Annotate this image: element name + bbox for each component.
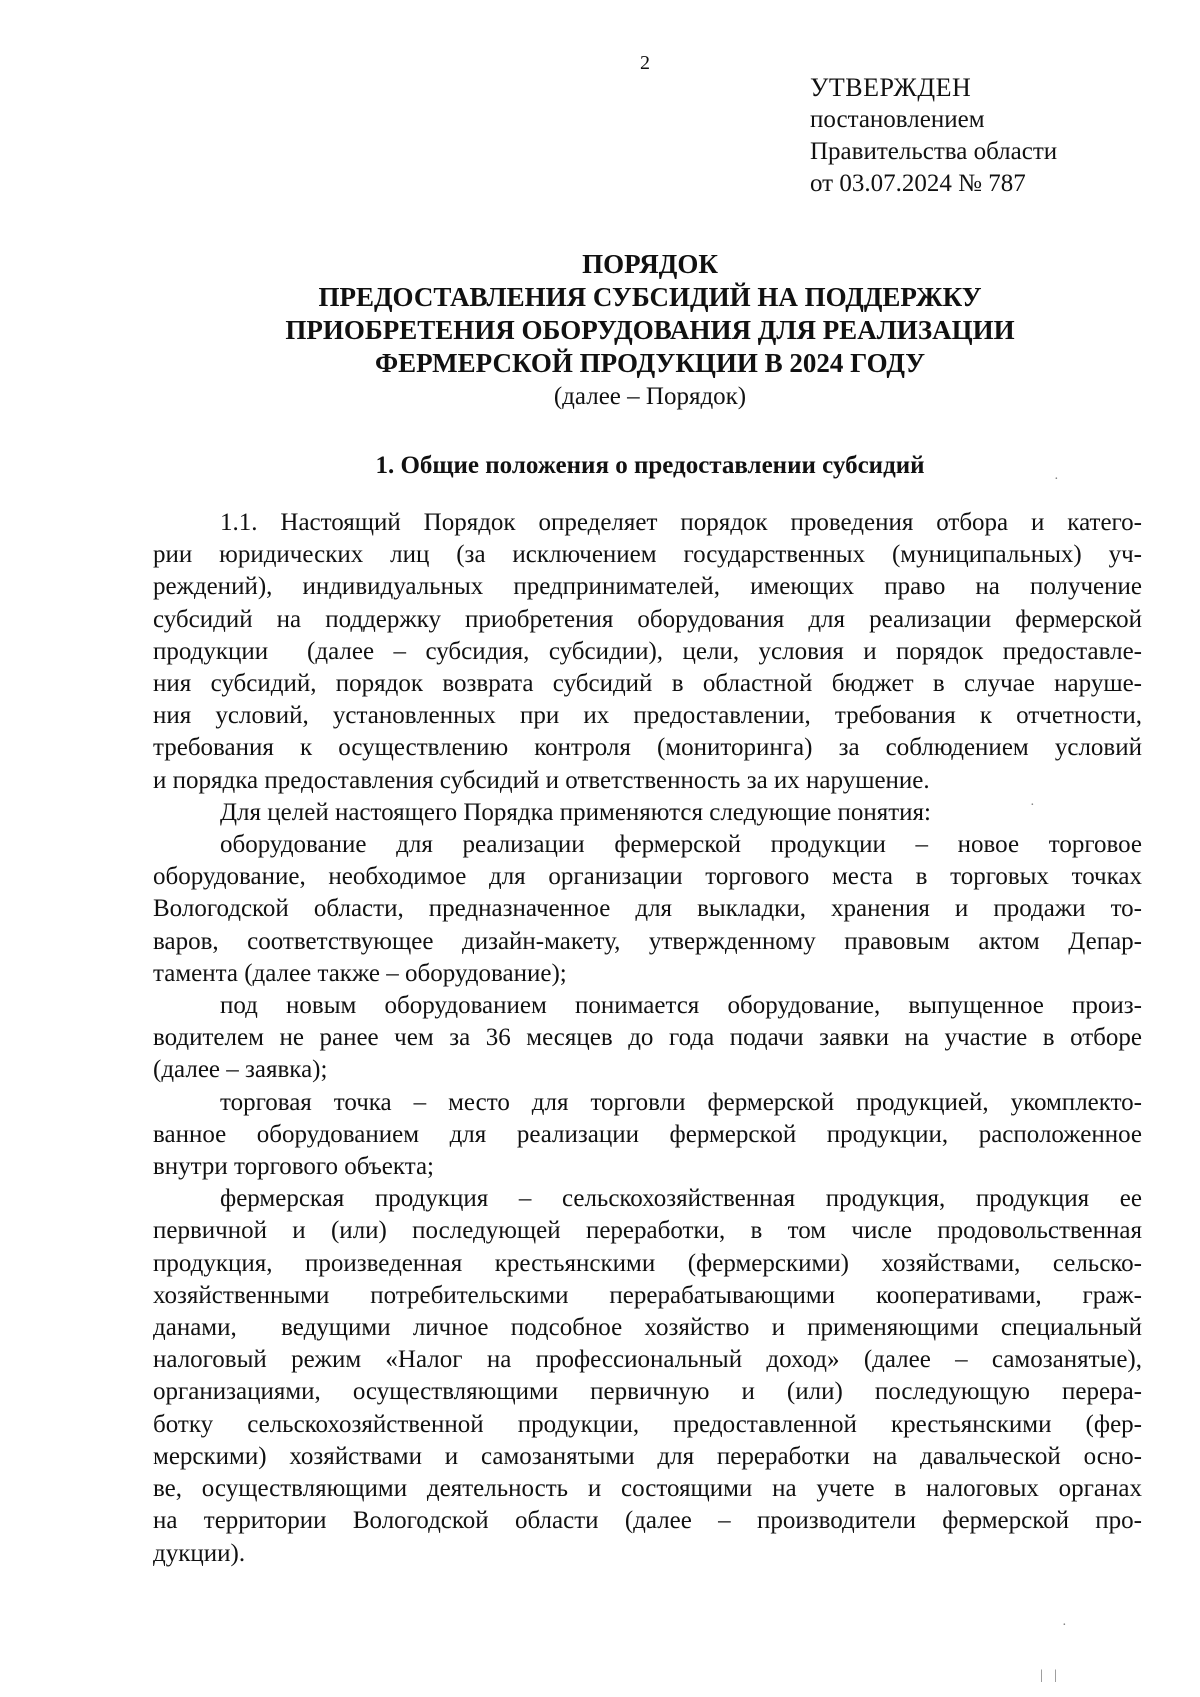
text-line: продукция, произведенная крестьянскими (фермерскими) хозяйствами, сельско- — [153, 1249, 1142, 1277]
body-text — [153, 507, 1142, 1570]
text-line: Для целей настоящего Порядка применяются следующие понятия: — [220, 798, 931, 826]
approval-line-3: от 03.07.2024 № 787 — [810, 170, 1026, 197]
section-heading: 1. Общие положения о предоставлении субсидий — [375, 452, 925, 479]
text-line: реждений), индивидуальных предпринимателей, имеющих право на получение — [153, 573, 1142, 601]
definition-trade-point — [153, 1087, 1142, 1184]
paragraph-1-1 — [153, 507, 1142, 797]
text-line: налоговый режим «Налог на профессиональный доход» (далее – самозанятые), — [153, 1346, 1142, 1374]
text-line: рии юридических лиц (за исключением государственных (муниципальных) уч- — [153, 541, 1142, 569]
definition-farm-products — [153, 1183, 1142, 1569]
text-line: под новым оборудованием понимается оборудование, выпущенное произ- — [220, 992, 1142, 1020]
text-line: фермерская продукция – сельскохозяйственная продукция, продукция ее — [220, 1185, 1142, 1213]
page-number: 2 — [640, 52, 650, 74]
text-line: ве, осуществляющими деятельность и состоящими на учете в налоговых органах — [153, 1475, 1142, 1503]
approval-line-1: постановлением — [810, 106, 985, 133]
text-line: варов, соответствующее дизайн-макету, утвержденному правовым актом Депар- — [153, 927, 1142, 955]
scan-speck: | | — [1040, 1668, 1062, 1683]
text-line: хозяйственными потребительскими перерабатывающими кооперативами, граж- — [153, 1281, 1142, 1309]
text-line: первичной и (или) последующей переработки, в том числе продовольственная — [153, 1217, 1142, 1245]
approval-line-2: Правительства области — [810, 138, 1058, 165]
text-line: (далее – заявка); — [153, 1056, 328, 1084]
document-title-line-1: ПОРЯДОК — [582, 249, 718, 279]
scan-speck: · — [1054, 472, 1059, 487]
document-title-line-4: ФЕРМЕРСКОЙ ПРОДУКЦИИ В 2024 ГОДУ — [374, 348, 926, 378]
approval-block — [810, 72, 1057, 200]
text-line: Вологодской области, предназначенное для выкладки, хранения и продажи то- — [153, 895, 1142, 923]
text-line: дукции). — [153, 1539, 246, 1567]
text-line: ния субсидий, порядок возврата субсидий в областной бюджет в случае наруше- — [153, 670, 1142, 698]
text-line: внутри торгового объекта; — [153, 1153, 434, 1181]
scan-speck: · — [1030, 798, 1035, 813]
scan-speck: · — [1062, 1618, 1067, 1633]
text-line: на территории Вологодской области (далее – производители фермерской про- — [153, 1507, 1142, 1535]
text-line: ванное оборудованием для реализации фермерской продукции, расположенное — [153, 1120, 1142, 1148]
document-title-line-2: ПРЕДОСТАВЛЕНИЯ СУБСИДИЙ НА ПОДДЕРЖКУ — [318, 282, 982, 312]
text-line: и порядка предоставления субсидий и ответственность за их нарушение. — [153, 766, 930, 794]
text-line: оборудование для реализации фермерской продукции – новое торговое — [220, 831, 1142, 859]
document-subtitle: (далее – Порядок) — [553, 383, 747, 410]
approval-title: УТВЕРЖДЕН — [810, 73, 972, 102]
text-line: данами, ведущими личное подсобное хозяйство и применяющими специальный — [153, 1314, 1142, 1342]
text-line: оборудование, необходимое для организации торгового места в торговых точках — [153, 863, 1142, 891]
text-line: требования к осуществлению контроля (мониторинга) за соблюдением условий — [153, 734, 1142, 762]
text-line: 1.1. Настоящий Порядок определяет порядок проведения отбора и катего- — [220, 509, 1142, 536]
text-line: организациями, осуществляющими первичную и (или) последующую перера- — [153, 1378, 1142, 1406]
text-line: водителем не ранее чем за 36 месяцев до года подачи заявки на участие в отборе — [153, 1024, 1142, 1052]
definition-new-equipment — [153, 990, 1142, 1087]
paragraph-definitions-intro — [153, 797, 1142, 829]
document-title-line-3: ПРИОБРЕТЕНИЯ ОБОРУДОВАНИЯ ДЛЯ РЕАЛИЗАЦИИ — [285, 315, 1015, 345]
text-line: мерскими) хозяйствами и самозанятыми для переработки на давальческой осно- — [153, 1442, 1142, 1470]
document-title — [150, 248, 1150, 413]
text-line: продукции (далее – субсидия, субсидии), цели, условия и порядок предоставле- — [153, 637, 1142, 665]
text-line: ботку сельскохозяйственной продукции, предоставленной крестьянскими (фер- — [153, 1410, 1142, 1438]
text-line: ния условий, установленных при их предоставлении, требования к отчетности, — [153, 702, 1142, 730]
text-line: тамента (далее также – оборудование); — [153, 959, 567, 987]
text-line: субсидий на поддержку приобретения оборудования для реализации фермерской — [153, 605, 1142, 633]
text-line: торговая точка – место для торговли фермерской продукцией, укомплекто- — [220, 1088, 1142, 1116]
definition-equipment — [153, 829, 1142, 990]
